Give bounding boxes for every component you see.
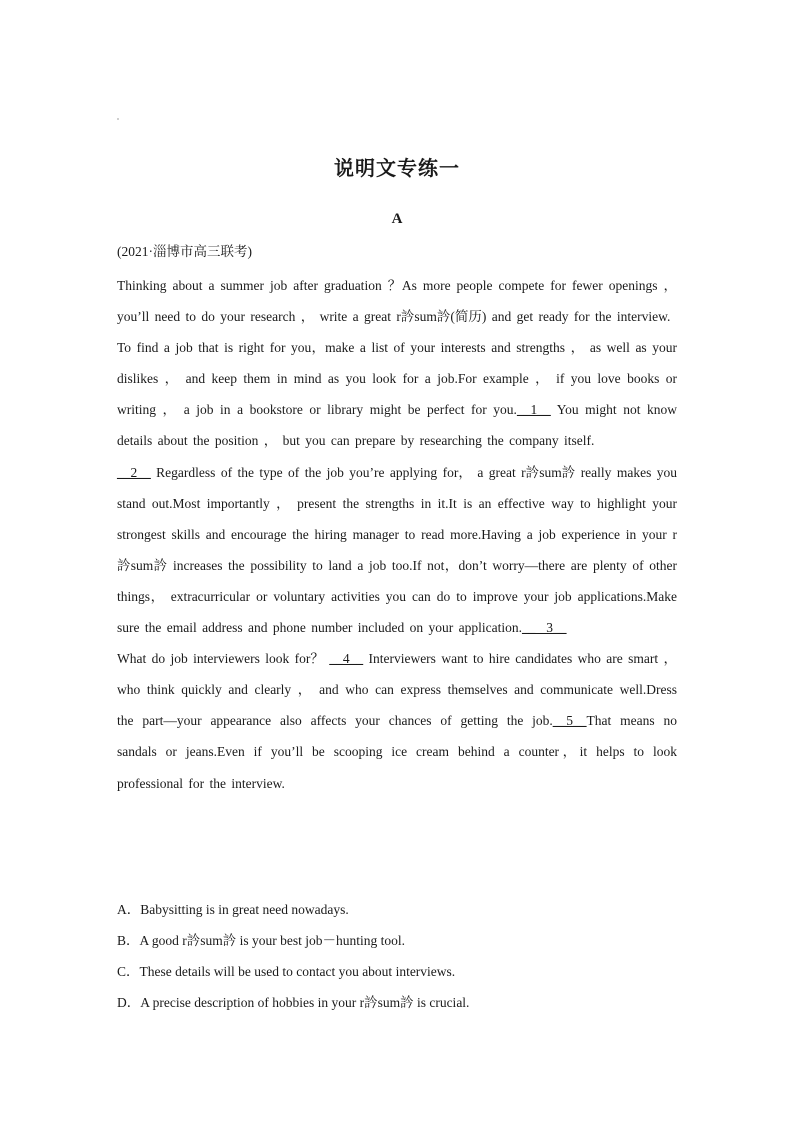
- paragraph-4-text-b: Interviewers want to hire candidates who are smart ， who think quickly and clearly ， and who can express themselves and communicate well.Dress the part—your appearance also affects your chances of getting the job.: [117, 651, 677, 729]
- paragraph-4-text-c: That means no sandals or jeans.Even if you’ll be scooping ice cream behind a counter，it helps to look professional for the interview.: [117, 713, 677, 791]
- paragraph-2-text-a: To find a job that is right for you，make a list of your interests and strengths ， as well as your dislikes ， and keep them in mind as you look for a job.For example ， if you love books or writing ， a job in a bookstore or library might be perfect for you.: [117, 340, 677, 418]
- answer-options: [117, 894, 677, 1018]
- page-title: 说明文专练一: [334, 156, 460, 180]
- margin-mark: [117, 118, 119, 120]
- source-citation: (2021·淄博市高三联考): [117, 244, 252, 259]
- paragraph-4: [117, 643, 677, 798]
- paragraph-2-text-b: You might not know details about the position ， but you can prepare by researching the company itself.: [117, 402, 677, 449]
- paragraph-3-text: Regardless of the type of the job you’re applying for， a great r訡sum訡 really makes you stand out.Most importantly ， present the strengths in it.It is an effective way to highlight your strongest skills and encourage the hiring manager to read more.Having a job experience in your r訡sum訡 increases the possibility to land a job too.If not，don’t worry—there are plenty of other things， extracurricular or voluntary activities you can do to improve your job applications.Make sure the email address and phone number included on your application.: [117, 464, 677, 636]
- section-label: A: [391, 211, 403, 227]
- option-b[interactable]: B．A good r訡sum訡 is your best job－hunting tool.: [117, 933, 406, 949]
- option-a[interactable]: A．Babysitting is in great need nowadays.: [117, 902, 349, 917]
- blank-5[interactable]: __5__: [552, 713, 587, 729]
- blank-4[interactable]: __4__: [329, 651, 364, 667]
- option-c[interactable]: C．These details will be used to contact you about interviews.: [117, 964, 456, 980]
- blank-2[interactable]: __2__: [117, 464, 151, 480]
- blank-3[interactable]: __ 3__: [522, 620, 567, 636]
- paragraph-1: [117, 270, 677, 332]
- paragraph-1-text: Thinking about a summer job after graduation ？As more people compete for fewer openings ， you’ll need to do your research ， write a great r訡sum訡(简历) and get ready for the interview.: [117, 278, 677, 325]
- paragraph-4-text-a: What do job interviewers look for？: [117, 651, 330, 667]
- option-d[interactable]: D．A precise description of hobbies in your r訡sum訡 is crucial.: [117, 995, 470, 1011]
- passage-body: [117, 270, 677, 799]
- blank-1[interactable]: __1__: [516, 402, 551, 418]
- paragraph-2: [117, 332, 677, 456]
- paragraph-3: [117, 457, 677, 644]
